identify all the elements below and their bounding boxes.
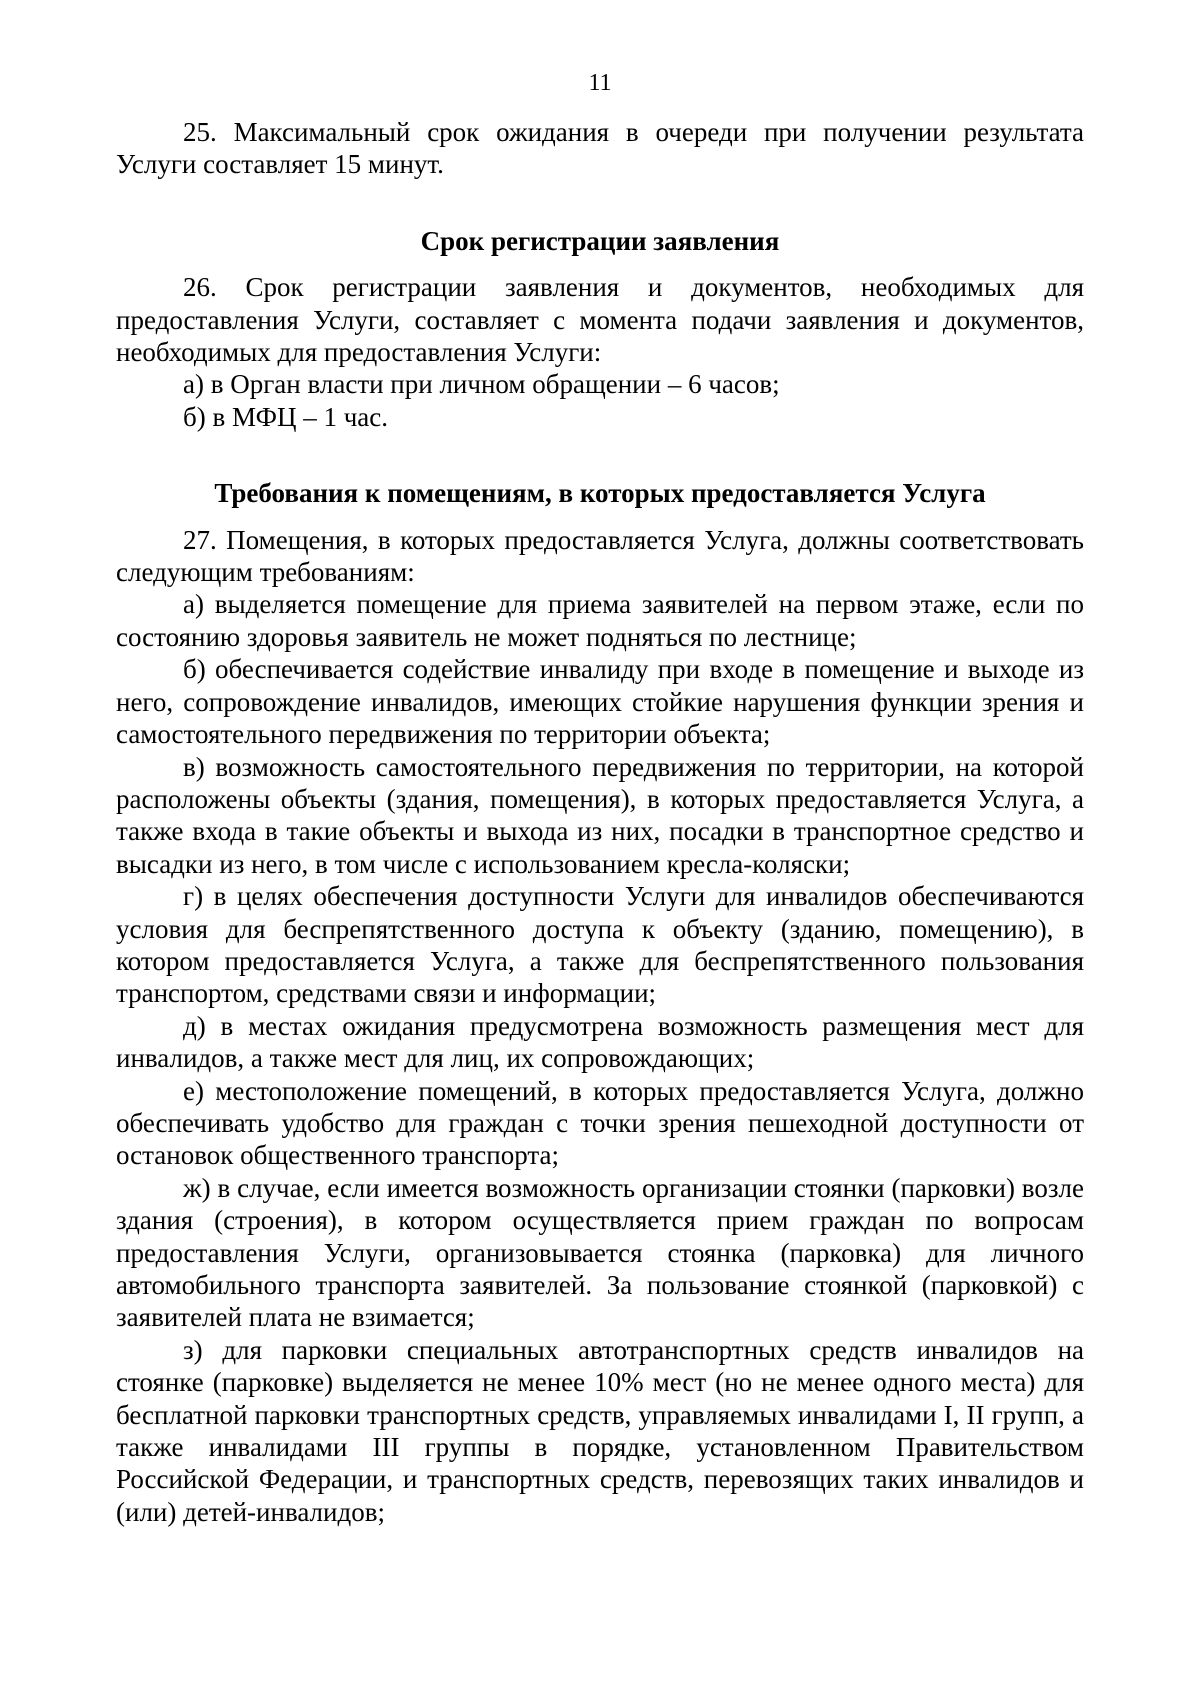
spacer — [116, 433, 1084, 477]
list-item-27e: е) местоположение помещений, в которых предоставляется Услуга, должно обеспечивать удобство для граждан с точки зрения пешеходной доступности от остановок общественного транспорта; — [116, 1075, 1084, 1171]
paragraph-27: 27. Помещения, в которых предоставляется Услуга, должны соответствовать следующим требованиям: — [116, 524, 1084, 588]
list-item-27zh: ж) в случае, если имеется возможность организации стоянки (парковки) возле здания (строения), в котором осуществляется прием граждан по вопросам предоставления Услуги, организовывается стоянка (парковка) для личного автомобильного транспорта заявителей. За пользование стоянкой (парковкой) с заявителей плата не взимается; — [116, 1172, 1084, 1333]
list-item-27b: б) обеспечивается содействие инвалиду при входе в помещение и выходе из него, сопровождение инвалидов, имеющих стойкие нарушения функции зрения и самостоятельного передвижения по территории объекта; — [116, 654, 1084, 750]
spacer — [116, 181, 1084, 225]
page-number: 11 — [588, 70, 612, 96]
section-heading-registration: Срок регистрации заявления — [420, 225, 780, 256]
section-heading-premises: Требования к помещениям, в которых предоставляется Услуга — [214, 478, 986, 509]
list-item-27g: г) в целях обеспечения доступности Услуги для инвалидов обеспечиваются условия для беспрепятственного доступа к объекту (зданию, помещению), в котором предоставляется Услуга, а также для беспрепятственного пользования транспортом, средствами связи и информации; — [116, 881, 1084, 1009]
list-item-27z: з) для парковки специальных автотранспортных средств инвалидов на стоянке (парковке) выделяется не менее 10% мест (но не менее одного места) для бесплатной парковки транспортных средств, управляемых инвалидами I, II групп, а также инвалидами III группы в порядке, установленном Правительством Российской Федерации, и транспортных средств, перевозящих таких инвалидов и (или) детей-инвалидов; — [116, 1334, 1084, 1527]
spacer — [116, 510, 1084, 524]
paragraph-25: 25. Максимальный срок ожидания в очереди при получении результата Услуги составляет 15 минут. — [116, 117, 1084, 180]
list-item-26a: а) в Орган власти при личном обращении – 6 часов; — [183, 369, 780, 400]
list-item-27a: а) выделяется помещение для приема заявителей на первом этаже, если по состоянию здоровья заявитель не может подняться по лестнице; — [116, 589, 1084, 652]
spacer — [116, 257, 1084, 271]
document-body — [116, 116, 1084, 1528]
list-item-27v: в) возможность самостоятельного передвижения по территории, на которой расположены объекты (здания, помещения), в которых предоставляется Услуга, а также входа в такие объекты и выхода из них, посадки в транспортное средство и высадки из него, в том числе с использованием кресла-коляски; — [116, 751, 1084, 879]
paragraph-26: 26. Срок регистрации заявления и документов, необходимых для предоставления Услуги, составляет с момента подачи заявления и документов, необходимых для предоставления Услуги: — [116, 272, 1084, 368]
list-item-27d: д) в местах ожидания предусмотрена возможность размещения мест для инвалидов, а также мест для лиц, их сопровождающих; — [116, 1010, 1084, 1074]
list-item-26b: б) в МФЦ – 1 час. — [183, 401, 389, 432]
